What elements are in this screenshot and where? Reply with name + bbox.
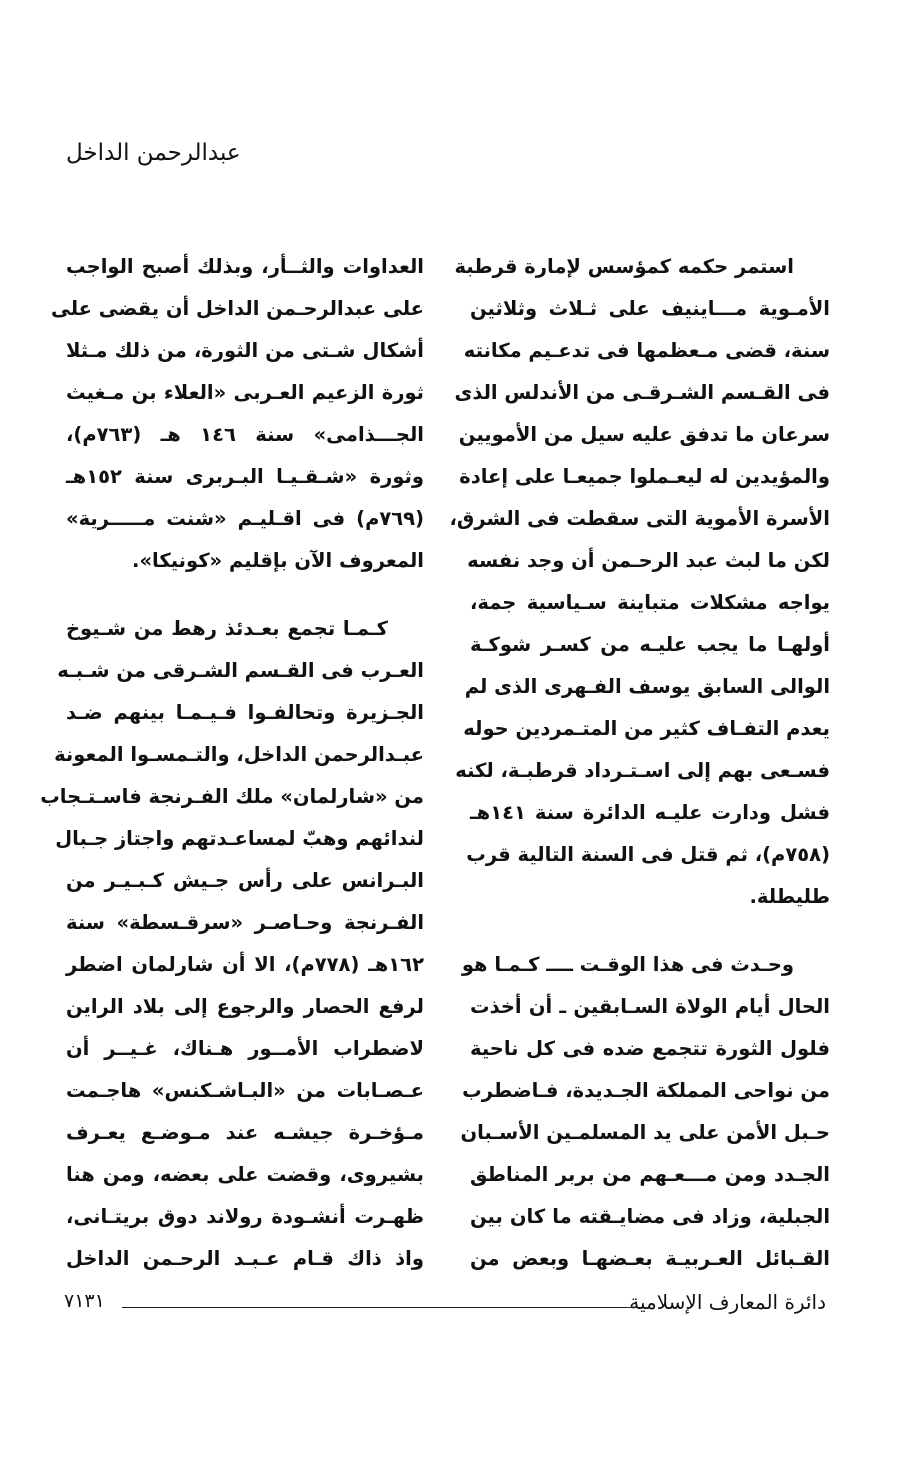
- text-column-right: [449, 246, 830, 1280]
- text-line: بشيروى، وقضت على بعضه، ومن هنا: [66, 1163, 424, 1186]
- text-line: الجـدد ومن مـــعـهم من بربر المناطق: [470, 1163, 830, 1186]
- text-line: الأمـوية مـــاينيف على ثـلاث وثلاثين: [470, 297, 830, 320]
- text-line: الجـــذامى» سنة ١٤٦ هـ (٧٦٣م)،: [66, 423, 424, 446]
- text-line: وثورة «شـقـيـا البـربرى سنة ١٥٢هـ: [66, 465, 424, 488]
- text-line: الجـزيرة وتحالفـوا فـيـمـا بينهم ضـد: [66, 701, 424, 724]
- text-line: فى القـسم الشـرقـى من الأندلس الذى: [454, 381, 830, 404]
- text-line: فلول الثورة تتجمع ضده فى كل ناحية: [470, 1037, 830, 1060]
- text-line: ١٦٢هـ (٧٧٨م)، الا أن شارلمان اضطر: [66, 953, 424, 976]
- text-line: العـرب فى القـسم الشـرقى من شـبـه: [57, 659, 424, 682]
- text-line: ثورة الزعيم العـربى «العلاء بن مـغيث: [66, 381, 424, 404]
- text-line: واذ ذاك قـام عـبـد الرحـمن الداخل: [66, 1247, 424, 1270]
- text-line: سنة، قضى مـعظمها فى تدعـيم مكانته: [463, 339, 830, 362]
- footer-rule: [122, 1307, 640, 1308]
- running-head: عبدالرحمن الداخل: [66, 140, 241, 166]
- text-line: فسـعى بهم إلى اسـتـرداد قرطبـة، لكنه: [455, 759, 830, 782]
- text-line: لكن ما لبث عبد الرحـمن أن وجد نفسه: [467, 549, 830, 572]
- text-line: استمر حكمه كمؤسس لإمارة قرطبة: [454, 255, 794, 278]
- text-line: كـمـا تجمع بعـدئذ رهط من شـيوخ: [66, 617, 388, 640]
- text-line: وحـدث فى هذا الوقـت ــــ كـمـا هو: [461, 953, 794, 976]
- text-line: عـصـابات من «البـاشـكنس» هاجـمت: [66, 1079, 424, 1102]
- text-line: الأسرة الأموية التى سقطت فى الشرق،: [449, 507, 830, 530]
- text-line: لندائهم وهبّ لمساعـدتهم واجتاز جـبال: [55, 827, 424, 850]
- text-line: العداوات والثــأر، وبذلك أصبح الواجب: [66, 255, 424, 278]
- text-line: لرفع الحصار والرجوع إلى بلاد الراين: [66, 995, 424, 1018]
- text-line: يواجه مشكلات متباينة سـياسية جمة،: [470, 591, 830, 614]
- text-line: القـبائل العـربيـة بعـضهـا وبعض من: [470, 1247, 830, 1270]
- text-line: البـرانس على رأس جـيش كـبـيـر من: [66, 869, 424, 892]
- text-line: الوالى السابق يوسف الفـهرى الذى لم: [464, 675, 830, 698]
- paragraph: [40, 608, 424, 1280]
- text-line: أشكال شـتى من الثورة، من ذلك مـثلا: [66, 339, 424, 362]
- text-line: يعدم التفـاف كثير من المتـمردين حوله: [463, 717, 830, 740]
- paragraph: [50, 246, 424, 582]
- text-line: (٧٥٨م)، ثم قتل فى السنة التالية قرب: [466, 843, 830, 866]
- text-line: عبـدالرحمن الداخل، والتـمسـوا المعونة: [54, 743, 424, 766]
- text-line: الجبلية، وزاد فى مضايـقته ما كان بين: [470, 1205, 830, 1228]
- paragraph: [460, 944, 830, 1280]
- text-line: ظهـرت أنشـودة رولاند دوق بريتـانى،: [66, 1205, 424, 1228]
- footer-publication-title: دائرة المعارف الإسلامية: [629, 1290, 826, 1314]
- text-line: من «شارلمان» ملك الفـرنجة فاسـتـجاب: [40, 785, 424, 808]
- text-line: (٧٦٩م) فى اقـليـم «شنت مـــــرية»: [66, 507, 424, 530]
- text-line: فشل ودارت عليـه الدائرة سنة ١٤١هـ: [470, 801, 830, 824]
- text-line: طليطلة.: [749, 885, 830, 908]
- text-column-left: [40, 246, 424, 1280]
- text-line: على عبدالرحـمن الداخل أن يقضى على: [50, 297, 424, 320]
- page-footer: [64, 1290, 826, 1320]
- text-line: المعروف الآن بإقليم «كونيكا».: [132, 549, 424, 572]
- text-line: الحال أيام الولاة السـابقين ـ أن أخذت: [470, 995, 830, 1018]
- text-line: والمؤيدين له ليعـملوا جميعـا على إعادة: [459, 465, 830, 488]
- text-line: أولهـا ما يجب عليـه من كسـر شوكـة: [470, 633, 830, 656]
- text-line: لاضطراب الأمــور هـناك، غـيــر أن: [66, 1037, 424, 1060]
- text-line: الفـرنجة وحـاصـر «سرقـسطة» سنة: [66, 911, 424, 934]
- page-number: ٧١٣١: [64, 1290, 105, 1312]
- paragraph: [449, 246, 830, 918]
- text-line: سرعان ما تدفق عليه سيل من الأمويين: [458, 423, 830, 446]
- text-line: من نواحى المملكة الجـديدة، فـاضطرب: [462, 1079, 830, 1102]
- text-line: مـؤخـرة جيشـه عند مـوضـع يعـرف: [66, 1121, 424, 1144]
- text-line: حـبل الأمن على يد المسلمـين الأسـبان: [460, 1121, 830, 1144]
